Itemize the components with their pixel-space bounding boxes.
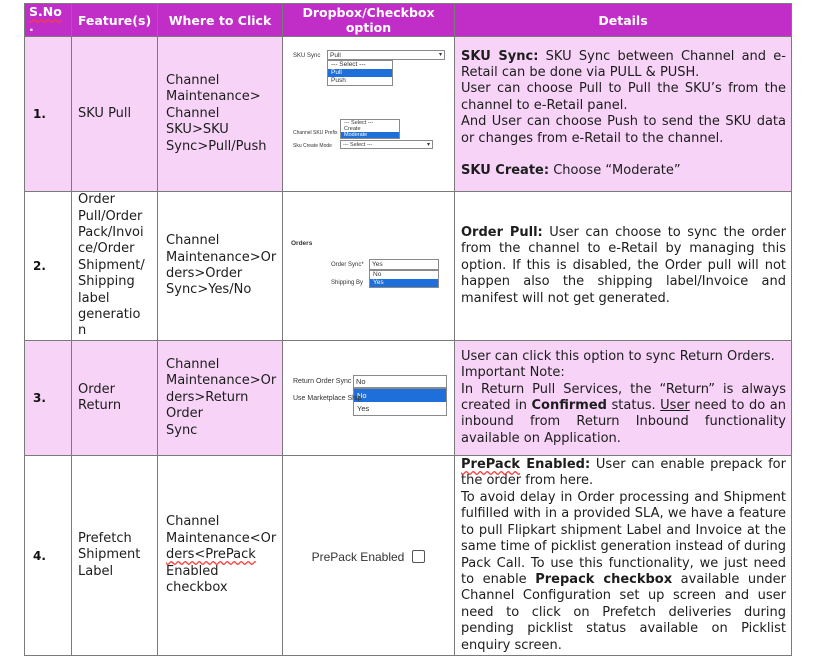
row-details: Order Pull: User can choose to sync the order from the channel to e-Retail by managing this option. If this is disabled, the Order pull will not happen also the shipping label/Invoice and manifest will not get generated. [455,192,792,341]
row-feature: Prefetch Shipment Label [72,456,158,656]
feature-document [24,3,791,656]
option-yes[interactable]: Yes [370,279,438,287]
orders-section-title: Orders [291,240,313,247]
sku-sync-label: SKU Sync [293,53,321,59]
table-row [25,37,792,192]
row-where: Channel Maintenance> Channel SKU>SKU Sync>Pull/Push [158,37,283,192]
row-sno: 1. [25,37,72,192]
return-order-sync-label: Return Order Sync [293,378,352,385]
channel-prefix-label: Channel SKU Prefix [293,130,338,136]
sku-create-select[interactable]: --- Select --- ▾ [340,140,433,149]
order-sync-label: Order Sync* [331,262,364,268]
table-row [25,341,792,456]
sku-sync-options [327,60,393,86]
row-dropbox-screenshot [283,341,455,456]
row-details: PrePack Enabled: User can enable prepack for the order from here. To avoid delay in Order processing and Shipment fulfilled with in a provided SLA, we have a feature to pull Flipkart shipment Label and Invoice at the same time of picklist generation instead of during Pack Call. To use this functionality, we just need to enable Prepack checkbox available under Channel Configuration set up screen and user need to click on Prefetch deliveries during pending picklist status available on Picklist enquiry screen. [455,456,792,656]
row-dropbox-screenshot [283,456,455,656]
row-dropbox-screenshot [283,37,455,192]
header-feature: Feature(s) [72,4,158,37]
header-row [25,4,792,37]
option-select[interactable]: --- Select --- [344,120,374,126]
row-where: Channel Maintenance>Or ders>Return Order Sync [158,341,283,456]
row-dropbox-screenshot [283,192,455,341]
shipping-by-label: Shipping By [331,280,364,286]
return-order-sync-select[interactable]: No [353,375,447,388]
option-yes[interactable]: Yes [357,404,370,413]
feature-table [24,3,792,656]
header-details: Details [455,4,792,37]
prepack-enabled-label: PrePack Enabled [311,550,405,564]
prepack-enabled-checkbox[interactable] [412,550,425,563]
header-dropbox: Dropbox/Checkbox option [283,4,455,37]
row-where: Channel Maintenance<Or ders<PrePack Enabled checkbox [158,456,283,656]
row-details: User can click this option to sync Return Orders. Important Note: In Return Pull Services, the “Return” is always created in Confirmed status. User need to do an inbound from Return Inbound functionality available on Application. [455,341,792,456]
table-row [25,456,792,656]
option-pull[interactable]: Pull [328,69,392,77]
sku-create-options [340,119,400,139]
order-sync-options [369,270,439,288]
row-sno: 3. [25,341,72,456]
use-marketplace-label: Use Marketplace Ship [293,395,362,402]
header-where: Where to Click [158,4,283,37]
return-order-sync-options [353,388,447,416]
option-moderate[interactable]: Moderate [341,132,399,138]
order-sync-select[interactable]: Yes [369,259,439,270]
row-feature: Order Pull/Order Pack/Invoi ce/Order Shipment/ Shipping label generatio n [72,192,158,341]
header-sno: S.No . [25,4,72,37]
row-sno: 2. [25,192,72,341]
option-no[interactable]: No [354,389,446,402]
row-feature: Order Return [72,341,158,456]
sku-create-label: Sku Create Mode [293,143,332,149]
row-sno: 4. [25,456,72,656]
row-feature: SKU Pull [72,37,158,192]
option-no[interactable]: No [373,271,382,278]
table-row [25,192,792,341]
row-details: SKU Sync: SKU Sync between Channel and e-Retail can be done via PULL & PUSH. User can choose Pull to Pull the SKU’s from the channel to e-Retail panel. And User can choose Push to send the SKU data or changes from e-Retail to the channel. SKU Create: Choose “Moderate” [455,37,792,192]
option-push[interactable]: Push [331,77,346,84]
option-create[interactable]: Create [344,126,361,132]
row-where: Channel Maintenance>Or ders>Order Sync>Yes/No [158,192,283,341]
option-select[interactable]: --- Select --- [331,61,366,68]
sku-sync-select[interactable]: Pull ▾ [327,50,445,60]
